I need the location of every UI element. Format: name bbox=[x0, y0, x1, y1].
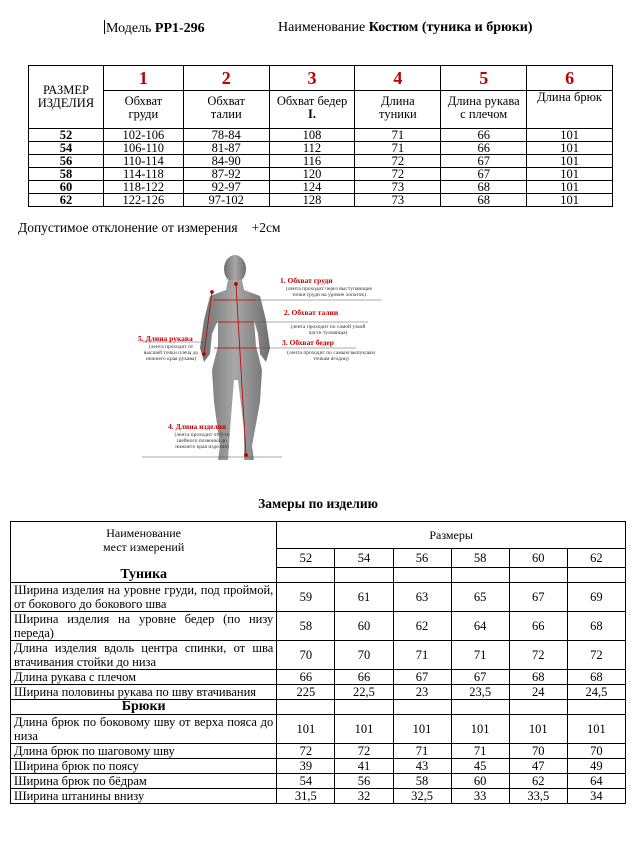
anno-sleeve-sub1: (лента проходит от bbox=[148, 344, 194, 350]
size-value-cell: 101 bbox=[527, 181, 613, 194]
col-tunic-l1: Длина bbox=[381, 94, 415, 108]
text-cursor bbox=[104, 20, 105, 34]
measurement-value: 61 bbox=[335, 582, 393, 611]
size-value-cell: 97-102 bbox=[183, 194, 269, 207]
size-value-cell: 92-97 bbox=[183, 181, 269, 194]
empty-cell bbox=[451, 568, 509, 583]
size-value-cell: 101 bbox=[527, 129, 613, 142]
measurement-value: 58 bbox=[393, 773, 451, 788]
size-value-cell: 71 bbox=[355, 142, 441, 155]
size-column-header: 56 bbox=[393, 549, 451, 568]
table-row bbox=[11, 684, 626, 699]
section-tunic-heading: Туника bbox=[11, 568, 277, 583]
size-table bbox=[28, 65, 613, 207]
tolerance-text: Допустимое отклонение от измерения bbox=[18, 220, 238, 235]
empty-cell bbox=[451, 699, 509, 714]
measurement-value: 60 bbox=[335, 611, 393, 640]
measurement-value: 24,5 bbox=[567, 684, 625, 699]
measurement-value: 32 bbox=[335, 788, 393, 803]
anno-waist-title: 2. Обхват талии bbox=[284, 308, 339, 317]
measurement-value: 66 bbox=[335, 669, 393, 684]
size-value-cell: 72 bbox=[355, 155, 441, 168]
measurements-table bbox=[10, 521, 626, 804]
anno-sleeve-title: 5. Длина рукава bbox=[138, 334, 193, 343]
measurement-label: Ширина изделия на уровне бедер (по низу переда) bbox=[11, 611, 277, 640]
measurement-value: 63 bbox=[393, 582, 451, 611]
measurement-value: 31,5 bbox=[277, 788, 335, 803]
size-value-cell: 101 bbox=[527, 155, 613, 168]
measurement-figure bbox=[132, 250, 504, 470]
anno-length-sub1: (лента проходит от 6-го bbox=[174, 432, 230, 438]
size-value-cell: 116 bbox=[269, 155, 355, 168]
anno-sleeve-sub bbox=[134, 344, 208, 362]
measurement-value: 72 bbox=[567, 640, 625, 669]
measurement-value: 22,5 bbox=[335, 684, 393, 699]
table-row bbox=[11, 773, 626, 788]
measurement-value: 43 bbox=[393, 758, 451, 773]
table-row bbox=[11, 714, 626, 743]
table-row bbox=[11, 788, 626, 803]
anno-sleeve-sub2: высшей точки плеча до bbox=[143, 350, 199, 356]
measurement-value: 68 bbox=[567, 669, 625, 684]
size-value-cell: 72 bbox=[355, 168, 441, 181]
size-value-cell: 101 bbox=[527, 168, 613, 181]
size-value-cell: 114-118 bbox=[103, 168, 183, 181]
anno-waist-sub1: (лента проходит по самой узкой bbox=[290, 324, 366, 330]
size-row bbox=[29, 155, 613, 168]
col-number-5: 5 bbox=[441, 66, 527, 91]
size-value-cell: 73 bbox=[355, 181, 441, 194]
table-row bbox=[11, 640, 626, 669]
anno-waist-sub bbox=[278, 324, 378, 336]
size-value-cell: 118-122 bbox=[103, 181, 183, 194]
col-number-1: 1 bbox=[103, 66, 183, 91]
place-header-l1: Наименование bbox=[106, 526, 182, 540]
measurement-value: 70 bbox=[509, 743, 567, 758]
size-header-line-1: РАЗМЕР bbox=[42, 83, 89, 97]
size-row bbox=[29, 129, 613, 142]
empty-cell bbox=[335, 699, 393, 714]
col-chest-l2: груди bbox=[128, 107, 159, 121]
empty-cell bbox=[509, 568, 567, 583]
anno-chest-title: 1. Обхват груди bbox=[280, 276, 333, 285]
measurement-value: 67 bbox=[451, 669, 509, 684]
col-number-2: 2 bbox=[183, 66, 269, 91]
size-column-header: 52 bbox=[277, 549, 335, 568]
col-waist-l1: Обхват bbox=[207, 94, 245, 108]
sizes-header-cell: Размеры bbox=[277, 522, 626, 549]
size-value-cell: 78-84 bbox=[183, 129, 269, 142]
size-value-cell: 102-106 bbox=[103, 129, 183, 142]
measurement-label: Ширина изделия на уровне груди, под проймой, от бокового до бокового шва bbox=[11, 582, 277, 611]
empty-cell bbox=[277, 568, 335, 583]
measurement-value: 68 bbox=[567, 611, 625, 640]
measurement-value: 71 bbox=[393, 743, 451, 758]
size-value-cell: 87-92 bbox=[183, 168, 269, 181]
size-value-cell: 66 bbox=[441, 142, 527, 155]
size-header-line-2: ИЗДЕЛИЯ bbox=[37, 96, 95, 110]
measurement-value: 49 bbox=[567, 758, 625, 773]
col-sleeve-length bbox=[441, 91, 527, 129]
measurement-value: 56 bbox=[335, 773, 393, 788]
measurement-value: 66 bbox=[509, 611, 567, 640]
anno-waist-sub2: части туловища) bbox=[308, 330, 348, 336]
size-cell: 62 bbox=[29, 194, 104, 207]
size-cell: 60 bbox=[29, 181, 104, 194]
size-value-cell: 84-90 bbox=[183, 155, 269, 168]
place-header-cell bbox=[11, 522, 277, 568]
document-header bbox=[0, 20, 636, 40]
measurement-value: 69 bbox=[567, 582, 625, 611]
tolerance-line bbox=[18, 220, 280, 236]
measurement-value: 72 bbox=[509, 640, 567, 669]
measurement-value: 33,5 bbox=[509, 788, 567, 803]
measurement-value: 24 bbox=[509, 684, 567, 699]
measurement-value: 101 bbox=[509, 714, 567, 743]
size-value-cell: 71 bbox=[355, 129, 441, 142]
measurement-value: 62 bbox=[393, 611, 451, 640]
product-name-line bbox=[278, 20, 533, 36]
size-cell: 56 bbox=[29, 155, 104, 168]
anno-hips-sub bbox=[276, 350, 386, 362]
anno-length-title: 4. Длина изделия bbox=[168, 422, 227, 431]
measurement-value: 59 bbox=[277, 582, 335, 611]
measurement-label: Длина брюк по боковому шву от верха пояса до низа bbox=[11, 714, 277, 743]
anno-length-sub2: шейного позвонка до bbox=[177, 438, 227, 444]
empty-cell bbox=[335, 568, 393, 583]
col-hips bbox=[269, 91, 355, 129]
measurement-value: 23,5 bbox=[451, 684, 509, 699]
size-column-header: 60 bbox=[509, 549, 567, 568]
size-value-cell: 122-126 bbox=[103, 194, 183, 207]
empty-cell bbox=[277, 699, 335, 714]
model-line bbox=[104, 20, 205, 37]
measurement-value: 33 bbox=[451, 788, 509, 803]
measurement-value: 23 bbox=[393, 684, 451, 699]
col-hips-l2: I. bbox=[308, 107, 317, 121]
measurement-value: 67 bbox=[509, 582, 567, 611]
measurement-value: 72 bbox=[335, 743, 393, 758]
empty-cell bbox=[567, 699, 625, 714]
measurements-title: Замеры по изделию bbox=[258, 496, 378, 511]
size-value-cell: 68 bbox=[441, 181, 527, 194]
measurement-value: 101 bbox=[451, 714, 509, 743]
size-column-header: 58 bbox=[451, 549, 509, 568]
empty-cell bbox=[509, 699, 567, 714]
col-hips-l1: Обхват бедер bbox=[276, 94, 348, 108]
table-row bbox=[11, 611, 626, 640]
anno-hips-sub2: точкам ягодиц) bbox=[313, 356, 349, 362]
model-value: PP1-296 bbox=[154, 21, 205, 36]
measurement-value: 101 bbox=[393, 714, 451, 743]
measurement-label: Длина рукава с плечом bbox=[11, 669, 277, 684]
measurement-value: 64 bbox=[451, 611, 509, 640]
size-header-cell bbox=[29, 66, 104, 129]
col-number-3: 3 bbox=[269, 66, 355, 91]
measurement-value: 71 bbox=[451, 640, 509, 669]
measurement-value: 101 bbox=[277, 714, 335, 743]
measurement-value: 47 bbox=[509, 758, 567, 773]
col-number-4: 4 bbox=[355, 66, 441, 91]
col-chest bbox=[103, 91, 183, 129]
measurement-value: 62 bbox=[509, 773, 567, 788]
col-sleeve-l1: Длина рукава bbox=[447, 94, 520, 108]
measurement-value: 70 bbox=[277, 640, 335, 669]
measurement-value: 101 bbox=[335, 714, 393, 743]
measurement-label: Ширина брюк по поясу bbox=[11, 758, 277, 773]
anno-hips-title: 3. Обхват бедер bbox=[282, 338, 334, 347]
measurement-value: 45 bbox=[451, 758, 509, 773]
col-waist-l2: талии bbox=[210, 107, 242, 121]
table-row bbox=[11, 582, 626, 611]
size-cell: 54 bbox=[29, 142, 104, 155]
size-cell: 52 bbox=[29, 129, 104, 142]
size-value-cell: 101 bbox=[527, 142, 613, 155]
section-tunic-row bbox=[11, 568, 626, 583]
measurement-value: 54 bbox=[277, 773, 335, 788]
size-value-cell: 101 bbox=[527, 194, 613, 207]
table-row bbox=[11, 758, 626, 773]
measurement-value: 72 bbox=[277, 743, 335, 758]
size-value-cell: 66 bbox=[441, 129, 527, 142]
size-row bbox=[29, 168, 613, 181]
measurement-value: 70 bbox=[567, 743, 625, 758]
size-value-cell: 128 bbox=[269, 194, 355, 207]
measurement-value: 71 bbox=[451, 743, 509, 758]
col-sleeve-l2: с плечом bbox=[460, 107, 508, 121]
size-column-header: 54 bbox=[335, 549, 393, 568]
measurement-label: Длина изделия вдоль центра спинки, от шва втачивания стойки до низа bbox=[11, 640, 277, 669]
col-pants-length bbox=[527, 91, 613, 129]
empty-cell bbox=[393, 699, 451, 714]
size-column-header: 62 bbox=[567, 549, 625, 568]
measurement-value: 32,5 bbox=[393, 788, 451, 803]
measurement-value: 66 bbox=[277, 669, 335, 684]
measurement-label: Ширина половины рукава по шву втачивания bbox=[11, 684, 277, 699]
measurement-value: 71 bbox=[393, 640, 451, 669]
size-row bbox=[29, 194, 613, 207]
size-value-cell: 81-87 bbox=[183, 142, 269, 155]
measurement-label: Длина брюк по шаговому шву bbox=[11, 743, 277, 758]
measurement-label: Ширина брюк по бёдрам bbox=[11, 773, 277, 788]
col-chest-l1: Обхват bbox=[124, 94, 163, 108]
anno-length-sub3: нижнего края изделия) bbox=[175, 444, 229, 450]
col-pants-l1: Длина брюк bbox=[537, 90, 602, 104]
measurement-value: 58 bbox=[277, 611, 335, 640]
table-row bbox=[11, 743, 626, 758]
size-row bbox=[29, 142, 613, 155]
anno-length-sub bbox=[162, 432, 242, 450]
measurement-value: 34 bbox=[567, 788, 625, 803]
empty-cell bbox=[567, 568, 625, 583]
empty-cell bbox=[393, 568, 451, 583]
anno-sleeve-sub3: нижнего края рукава) bbox=[145, 356, 197, 362]
measurement-value: 225 bbox=[277, 684, 335, 699]
anno-chest-sub1: (лента проходит через выступающие bbox=[285, 286, 373, 292]
table-row bbox=[11, 669, 626, 684]
name-label: Наименование bbox=[278, 20, 369, 35]
size-value-cell: 108 bbox=[269, 129, 355, 142]
measurement-value: 65 bbox=[451, 582, 509, 611]
col-waist bbox=[183, 91, 269, 129]
anno-chest-sub2: точки груди на уровне лопаток) bbox=[292, 292, 366, 298]
size-value-cell: 68 bbox=[441, 194, 527, 207]
measurement-value: 64 bbox=[567, 773, 625, 788]
measurement-value: 60 bbox=[451, 773, 509, 788]
measurement-value: 39 bbox=[277, 758, 335, 773]
section-pants-row bbox=[11, 699, 626, 714]
measurement-label: Ширина штанины внизу bbox=[11, 788, 277, 803]
size-row bbox=[29, 181, 613, 194]
place-header-l2: мест измерений bbox=[102, 540, 185, 554]
size-value-cell: 106-110 bbox=[103, 142, 183, 155]
measurement-value: 101 bbox=[567, 714, 625, 743]
measurement-value: 67 bbox=[393, 669, 451, 684]
size-value-cell: 120 bbox=[269, 168, 355, 181]
size-value-cell: 110-114 bbox=[103, 155, 183, 168]
model-label: Модель bbox=[106, 21, 155, 36]
size-value-cell: 112 bbox=[269, 142, 355, 155]
section-pants-heading: Брюки bbox=[11, 699, 277, 714]
measurement-value: 68 bbox=[509, 669, 567, 684]
col-tunic-l2: туники bbox=[379, 107, 417, 121]
measurement-value: 70 bbox=[335, 640, 393, 669]
measurement-value: 41 bbox=[335, 758, 393, 773]
col-number-6: 6 bbox=[527, 66, 613, 91]
col-tunic-length bbox=[355, 91, 441, 129]
anno-chest-sub bbox=[274, 286, 384, 298]
size-value-cell: 67 bbox=[441, 168, 527, 181]
size-value-cell: 124 bbox=[269, 181, 355, 194]
name-value: Костюм (туника и брюки) bbox=[368, 20, 533, 35]
size-cell: 58 bbox=[29, 168, 104, 181]
anno-hips-sub1: (лента проходит по самым выпуклым bbox=[287, 350, 375, 356]
tolerance-value: +2см bbox=[251, 220, 281, 235]
size-value-cell: 67 bbox=[441, 155, 527, 168]
size-value-cell: 73 bbox=[355, 194, 441, 207]
